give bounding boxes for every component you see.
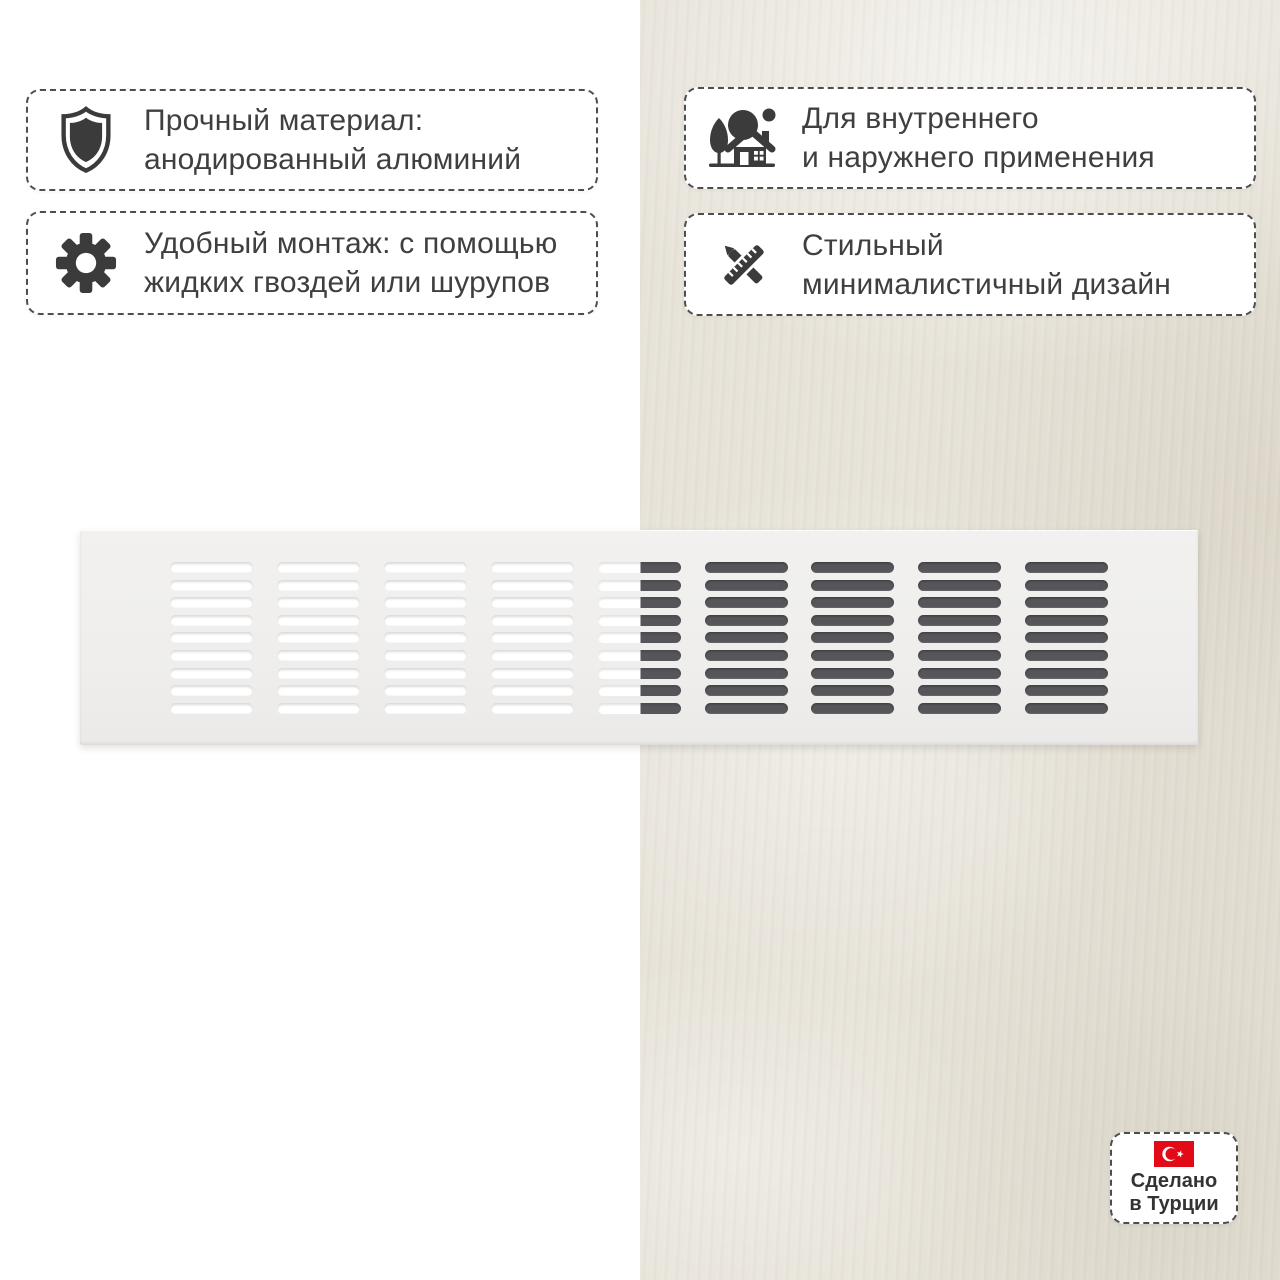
feature-line: анодированный алюминий	[144, 143, 522, 176]
grille-slot	[491, 632, 574, 643]
grille-slot	[705, 597, 788, 608]
grille-slot	[384, 685, 467, 696]
badge-text	[1129, 1170, 1218, 1216]
grille-slot	[491, 703, 574, 714]
grille-slot	[277, 703, 360, 714]
grille-slot	[1025, 597, 1108, 608]
grille-slot	[811, 562, 894, 573]
grille-slot	[170, 632, 253, 643]
grille-slot	[598, 580, 681, 591]
grille-slot	[1025, 685, 1108, 696]
feature-text-design	[802, 226, 1171, 304]
grille-slot	[384, 597, 467, 608]
feature-text-application	[802, 99, 1155, 177]
house-tree-icon	[686, 106, 802, 170]
grille-slot	[170, 703, 253, 714]
grille-slot	[811, 615, 894, 626]
grille-slot	[598, 685, 681, 696]
ventilation-grille-image	[80, 530, 1198, 745]
grille-slot	[491, 650, 574, 661]
grille-slot	[811, 597, 894, 608]
grille-slot	[170, 668, 253, 679]
grille-slot	[918, 668, 1001, 679]
grille-slot	[384, 703, 467, 714]
grille-slot	[918, 703, 1001, 714]
grille-slot	[1025, 580, 1108, 591]
grille-slot	[598, 615, 681, 626]
grille-slot	[277, 650, 360, 661]
grille-slot	[170, 562, 253, 573]
badge-line: в Турции	[1129, 1192, 1219, 1215]
grille-slot	[705, 685, 788, 696]
grille-slot	[598, 597, 681, 608]
grille-slot	[1025, 562, 1108, 573]
feature-line: и наружнего применения	[802, 141, 1155, 174]
grille-slot	[1025, 703, 1108, 714]
grille-slot	[277, 597, 360, 608]
grille-slot	[811, 703, 894, 714]
feature-box-mounting	[26, 211, 598, 315]
grille-slot	[384, 580, 467, 591]
grille-slot	[918, 650, 1001, 661]
feature-box-application	[684, 87, 1256, 189]
grille-slot	[705, 632, 788, 643]
grille-slot	[170, 597, 253, 608]
grille-slot	[277, 580, 360, 591]
feature-box-design	[684, 213, 1256, 316]
grille-slot	[918, 580, 1001, 591]
grille-slot	[277, 632, 360, 643]
grille-slot	[811, 685, 894, 696]
feature-text-mounting	[144, 224, 557, 302]
feature-line: жидких гвоздей или шурупов	[144, 266, 551, 299]
grille-slot	[491, 562, 574, 573]
grille-slot	[491, 685, 574, 696]
grille-slot	[918, 685, 1001, 696]
grille-slot	[705, 668, 788, 679]
grille-slot	[170, 685, 253, 696]
grille-slot	[277, 685, 360, 696]
grille-slot	[1025, 615, 1108, 626]
grille-slot	[491, 615, 574, 626]
grille-slot	[705, 650, 788, 661]
grille-slot	[705, 703, 788, 714]
grille-slot	[384, 650, 467, 661]
grille-slot	[491, 597, 574, 608]
grille-slot	[598, 668, 681, 679]
shield-icon	[28, 105, 144, 175]
grille-slot	[1025, 668, 1108, 679]
grille-slot	[918, 615, 1001, 626]
pencil-ruler-icon	[686, 235, 802, 295]
grille-slot	[277, 562, 360, 573]
grille-slot	[384, 562, 467, 573]
grille-slot	[384, 632, 467, 643]
feature-line: Для внутреннего	[802, 102, 1039, 135]
feature-line: минималистичный дизайн	[802, 267, 1172, 301]
grille-slot	[170, 580, 253, 591]
grille-slot	[811, 668, 894, 679]
feature-line: Удобный монтаж: с помощью	[144, 227, 558, 260]
grille-slot	[811, 650, 894, 661]
turkey-flag-icon	[1154, 1141, 1194, 1167]
grille-slot	[598, 632, 681, 643]
grille-slot	[598, 650, 681, 661]
feature-line: Стильный	[802, 228, 944, 262]
grille-slot	[918, 597, 1001, 608]
grille-slot	[491, 668, 574, 679]
grille-slot	[384, 668, 467, 679]
gear-icon	[28, 232, 144, 294]
grille-slot	[598, 703, 681, 714]
grille-slot	[811, 632, 894, 643]
grille-slot	[1025, 650, 1108, 661]
feature-line: Прочный материал:	[144, 104, 424, 137]
grille-slot	[170, 650, 253, 661]
grille-slot	[1025, 632, 1108, 643]
grille-slot	[277, 668, 360, 679]
grille-slot	[598, 562, 681, 573]
grille-slot	[705, 562, 788, 573]
grille-slot	[277, 615, 360, 626]
badge-line: Сделано	[1130, 1169, 1218, 1192]
grille-slot	[170, 615, 253, 626]
grille-slot	[705, 615, 788, 626]
grille-slot	[918, 562, 1001, 573]
grille-slot	[918, 632, 1001, 643]
grille-slot	[491, 580, 574, 591]
feature-text-material	[144, 101, 521, 179]
grille-slot	[384, 615, 467, 626]
grille-slot	[705, 580, 788, 591]
grille-slot	[811, 580, 894, 591]
made-in-turkey-badge	[1110, 1132, 1238, 1224]
feature-box-material	[26, 89, 598, 191]
